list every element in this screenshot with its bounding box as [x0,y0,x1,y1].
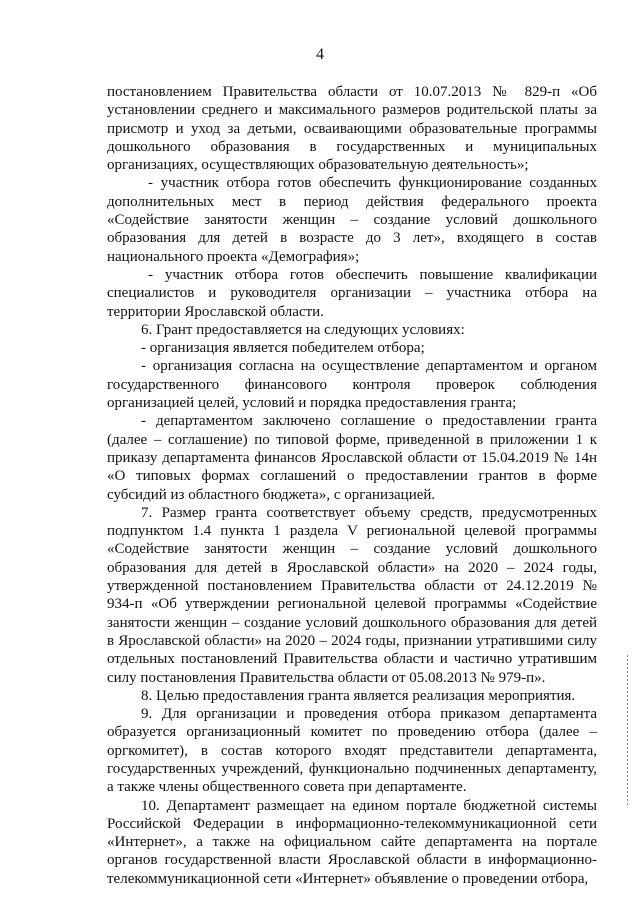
paragraph-bullet: - организация согласна на осуществление департаментом и органом государственного финансового контроля проверок соблюдения организацией целей, условий и порядка предоставления гранта; [107,358,597,412]
margin-scan-mark [627,655,628,805]
paragraph-bullet: - организация является победителем отбора; [141,340,425,357]
page-number: 4 [316,46,324,63]
paragraph-continuation: постановлением Правительства области от 10.07.2013 № 829-п «Об установлении среднего и максимального размеров родительской платы за присмотр и уход за детьми, осваивающими образовательные программы дошкольного образования в государственных и муниципальных организациях, осуществляющих образовательную деятельность»; [107,84,597,174]
paragraph-section-8: 8. Целью предоставления гранта является реализация мероприятия. [141,687,576,704]
paragraph-section-9: 9. Для организации и проведения отбора приказом департамента образуется организационный комитет по проведению отбора (далее – оргкомитет), в состав которого входят представители департамента, государственных учреждений, функционально подчиненных департаменту, а также члены общественного совета при департаменте. [107,706,597,796]
paragraph-bullet: - департаментом заключено соглашение о предоставлении гранта (далее – соглашение) по типовой форме, приведенной в приложении 1 к приказу департамента финансов Ярославской области от 15.04.2019 № 14н «О типовых формах соглашений о предоставлении грантов в форме субсидий из областного бюджета», с организацией. [107,413,597,503]
paragraph-section-7: 7. Размер гранта соответствует объему средств, предусмотренных подпунктом 1.4 пункта 1 раздела V региональной целевой программы «Содействие занятости женщин – создание условий дошкольного образования для детей в Ярославской области» на 2020 – 2024 годы, утвержденной постановлением Правительства области от 24.12.2019 № 934-п «Об утверждении региональной целевой программы «Содействие занятости женщин – создание условий дошкольного образования для детей в Ярославской области» на 2020 – 2024 годы, признании утратившими силу отдельных постановлений Правительства области и частично утратившим силу постановления Правительства области от 05.08.2013 № 979-п». [107,504,597,686]
document-body [107,83,597,888]
paragraph-bullet: - участник отбора готов обеспечить повышение квалификации специалистов и руководителя организации – участника отбора на территории Ярославской области. [107,266,597,320]
paragraph-bullet: - участник отбора готов обеспечить функционирование созданных дополнительных мест в период действия федерального проекта «Содействие занятости женщин – создание условий дошкольного образования для детей в возрасте до 3 лет», входящего в состав национального проекта «Демография»; [107,175,597,265]
paragraph-section-6: 6. Грант предоставляется на следующих условиях: [141,321,465,338]
paragraph-section-10: 10. Департамент размещает на едином портале бюджетной системы Российской Федерации в информационно-телекоммуникационной сети «Интернет», а также на официальном сайте департамента на портале органов государственной власти Ярославской области в информационно-телекоммуникационной сети «Интернет» объявление о проведении отбора, [107,797,597,887]
